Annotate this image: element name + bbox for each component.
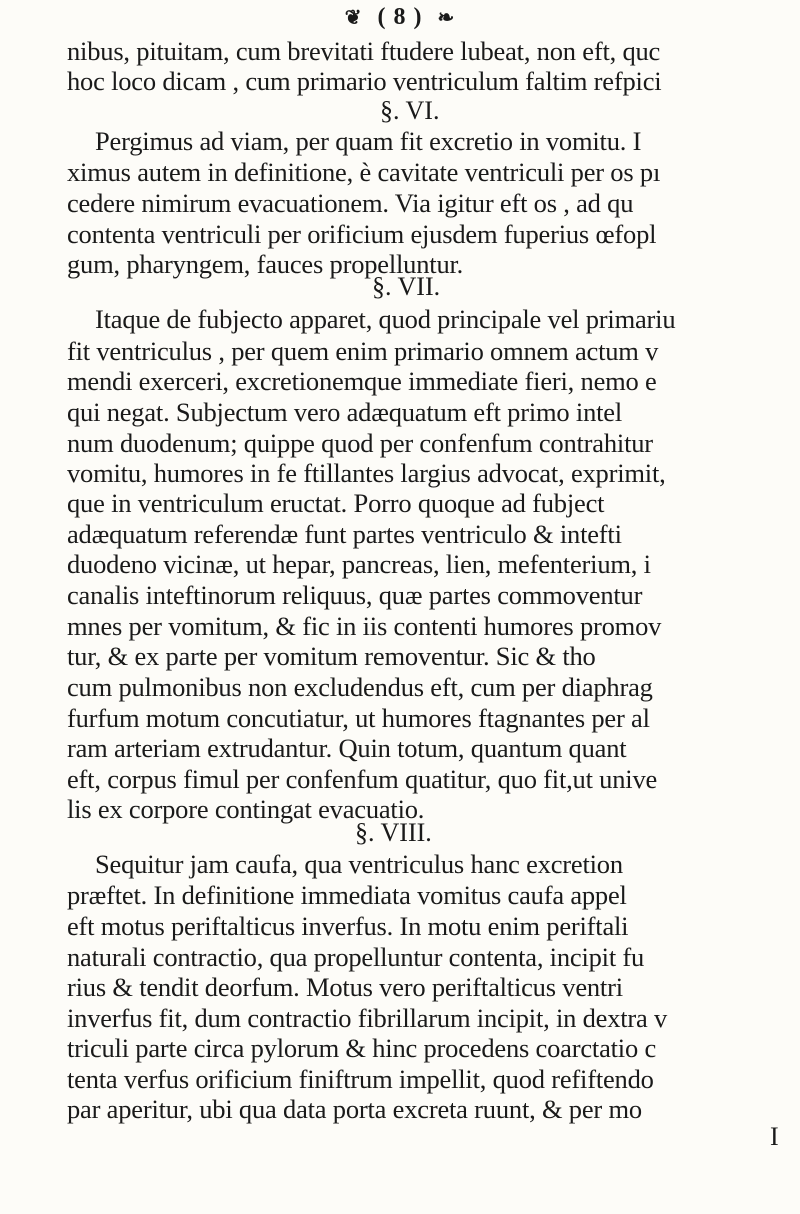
text-line: ximus autem in definitione, è cavitate ventriculi per os pı <box>67 157 661 187</box>
page-header <box>0 4 800 31</box>
text-line: duodeno vicinæ, ut hepar, pancreas, lien, mefenterium, i <box>67 549 651 579</box>
ornament-left-icon: ❦ <box>344 7 363 29</box>
text-line: tenta verfus orificium finiftrum impellit, quod refiftendo <box>67 1064 654 1094</box>
text-line: ram arteriam extrudantur. Quin totum, quantum quant <box>67 733 627 763</box>
text-line: triculi parte circa pylorum & hinc procedens coarctatio c <box>67 1033 657 1063</box>
text-line: furfum motum concutiatur, ut humores ftagnantes per al <box>67 703 650 733</box>
text-line: contenta ventriculi per orificium ejusdem fuperius œfopl <box>67 219 657 249</box>
text-line: inverfus fit, dum contractio fibrillarum incipit, in dextra v <box>67 1003 668 1033</box>
text-line: qui negat. Subjectum vero adæquatum eft primo intel <box>67 397 623 427</box>
text-line: mendi exerceri, excretionemque immediate fieri, nemo e <box>67 366 657 396</box>
text-line: eft, corpus fimul per confenfum quatitur, quo fit,ut unive <box>67 764 658 794</box>
text-line: mnes per vomitum, & fic in iis contenti humores promov <box>67 611 662 641</box>
text-line: Sequitur jam caufa, qua ventriculus hanc excretion <box>95 849 623 879</box>
text-line: hoc loco dicam , cum primario ventriculum faltim refpici <box>67 66 662 96</box>
ornament-right-icon: ❧ <box>437 7 456 29</box>
text-line: rius & tendit deorfum. Motus vero periftalticus ventri <box>67 972 623 1002</box>
text-line: vomitu, humores in fe ftillantes largius advocat, exprimit, <box>67 458 666 488</box>
text-line: cedere nimirum evacuationem. Via igitur eft os , ad qu <box>67 188 634 218</box>
margin-mark: I <box>770 1122 779 1151</box>
text-line: par aperitur, ubi qua data porta excreta ruunt, & per mo <box>67 1094 642 1124</box>
text-line: cum pulmonibus non excludendus eft, cum per diaphrag <box>67 672 653 702</box>
text-line: lis ex corpore contingat evacuatio. <box>67 794 425 824</box>
text-line: fit ventriculus , per quem enim primario omnem actum v <box>67 336 659 366</box>
text-line: num duodenum; quippe quod per confenfum contrahitur <box>67 428 653 458</box>
text-line: gum, pharyngem, fauces propelluntur. <box>67 249 464 279</box>
text-line: eft motus periftalticus inverfus. In motu enim periftali <box>67 911 629 941</box>
text-line: que in ventriculum eructat. Porro quoque ad fubject <box>67 488 605 518</box>
section-heading: §. VIII. <box>355 818 432 847</box>
text-line: naturali contractio, qua propelluntur contenta, incipit fu <box>67 942 645 972</box>
text-line: adæquatum referendæ funt partes ventriculo & intefti <box>67 519 622 549</box>
text-line: canalis inteftinorum reliquus, quæ partes commoventur <box>67 580 643 610</box>
page-number: ( 8 ) <box>377 4 423 30</box>
text-line: tur, & ex parte per vomitum removentur. Sic & tho <box>67 641 596 671</box>
section-heading: §. VI. <box>380 96 440 125</box>
text-line: præftet. In definitione immediata vomitus caufa appel <box>67 880 627 910</box>
text-line: nibus, pituitam, cum brevitati ftudere lubeat, non eft, quc <box>67 36 661 66</box>
text-line: Pergimus ad viam, per quam fit excretio in vomitu. I <box>95 126 642 156</box>
section-heading: §. VII. <box>372 272 441 301</box>
text-line: Itaque de fubjecto apparet, quod principale vel primariu <box>95 304 676 334</box>
